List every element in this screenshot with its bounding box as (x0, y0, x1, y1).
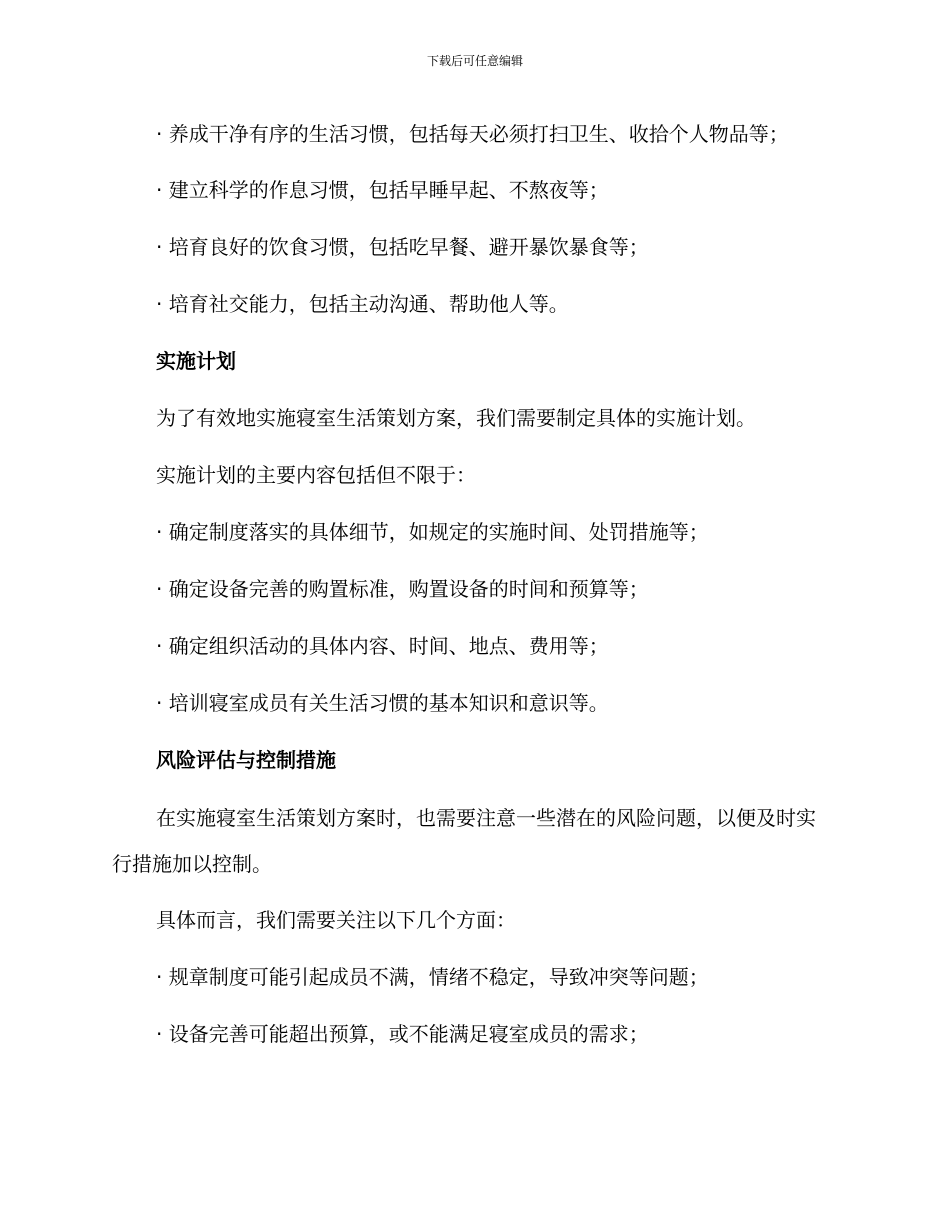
paragraph: 具体而言，我们需要关注以下几个方面： (156, 908, 516, 932)
list-item: · 建立科学的作息习惯，包括早睡早起、不熬夜等； (156, 178, 609, 202)
paragraph: 在实施寝室生活策划方案时，也需要注意一些潜在的风险问题，以便及时实行措施加以控制。 (112, 806, 816, 876)
list-item: · 培训寝室成员有关生活习惯的基本知识和意识等。 (156, 691, 609, 715)
list-item: · 确定制度落实的具体细节，如规定的实施时间、处罚措施等； (156, 520, 709, 544)
document-body (112, 111, 834, 1069)
page-header-note: 下载后可任意编辑 (426, 54, 523, 68)
list-item: · 规章制度可能引起成员不满，情绪不稳定，导致冲突等问题； (156, 965, 709, 989)
paragraph: 为了有效地实施寝室生活策划方案，我们需要制定具体的实施计划。 (156, 406, 756, 430)
list-item: · 养成干净有序的生活习惯，包括每天必须打扫卫生、收拾个人物品等； (156, 122, 789, 146)
list-item: · 培育良好的饮食习惯，包括吃早餐、避开暴饮暴食等； (156, 235, 649, 259)
list-item: · 确定设备完善的购置标准，购置设备的时间和预算等； (156, 577, 649, 601)
list-item: · 确定组织活动的具体内容、时间、地点、费用等； (156, 634, 609, 658)
paragraph: 实施计划的主要内容包括但不限于： (156, 463, 476, 487)
section-heading: 风险评估与控制措施 (156, 748, 336, 772)
section-heading: 实施计划 (156, 349, 236, 373)
list-item: · 设备完善可能超出预算，或不能满足寝室成员的需求； (156, 1022, 649, 1046)
list-item: · 培育社交能力，包括主动沟通、帮助他人等。 (156, 292, 569, 316)
